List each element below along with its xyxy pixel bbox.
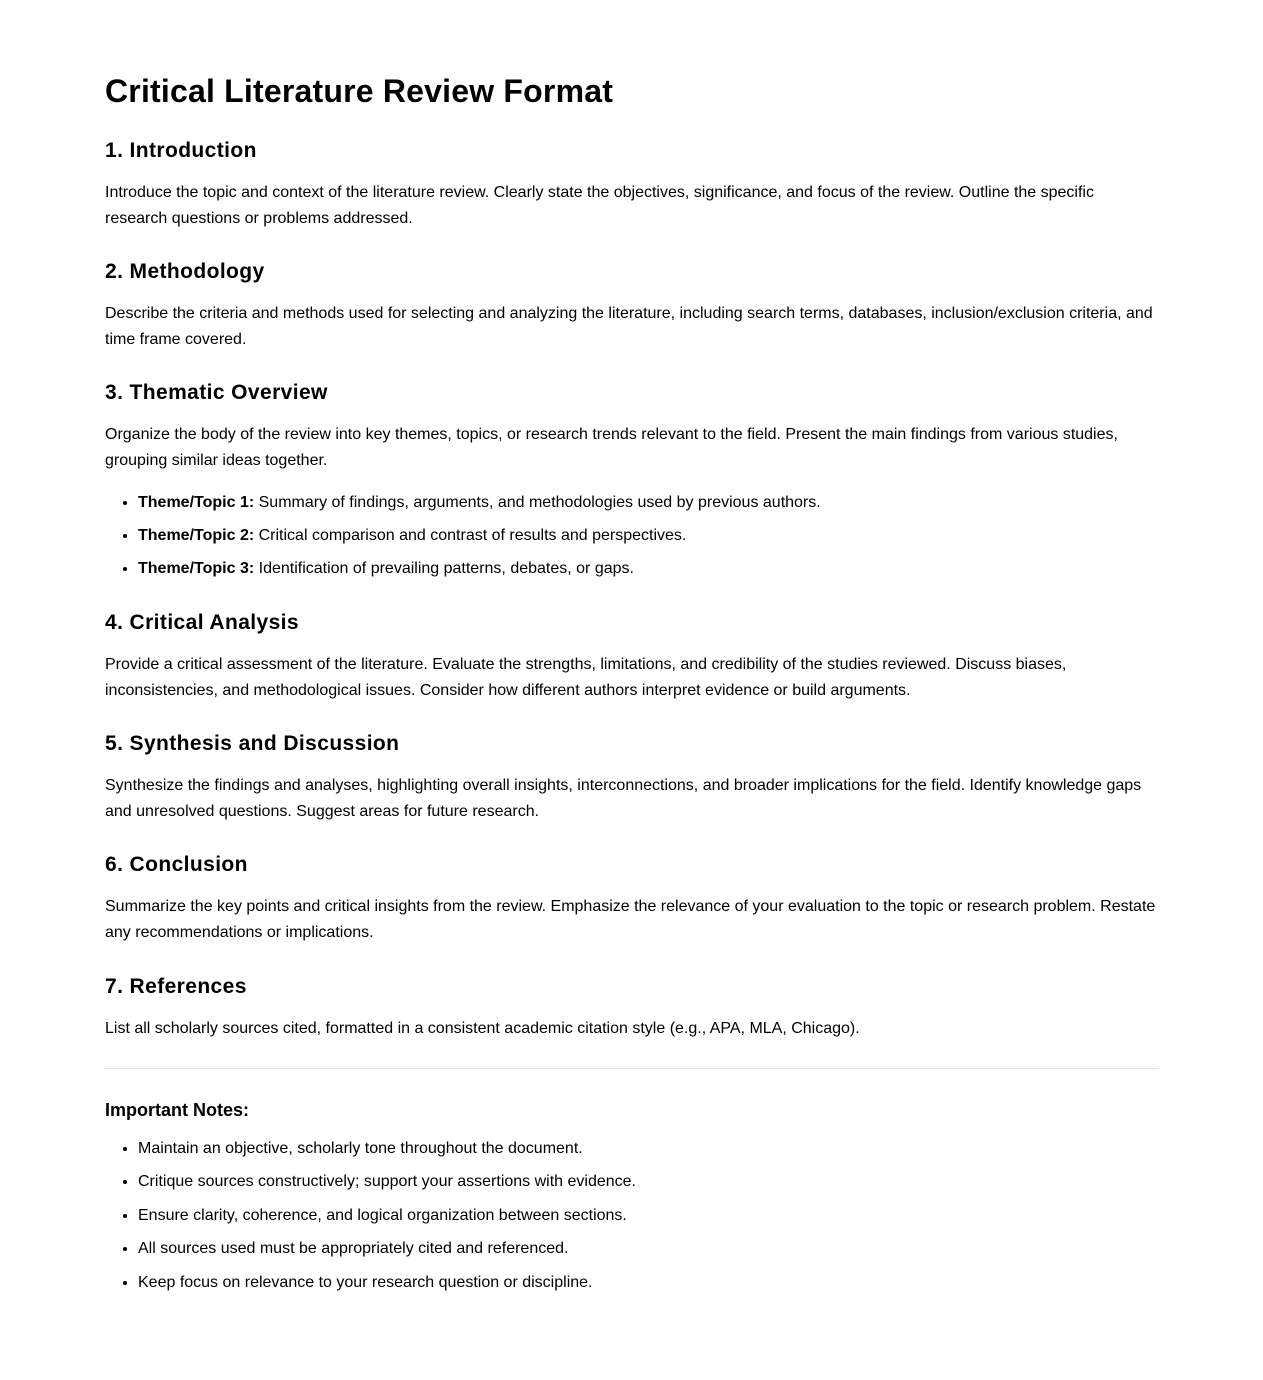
list-item: [138, 490, 1158, 516]
theme-list: [105, 490, 1158, 582]
section-body: List all scholarly sources cited, formatted in a consistent academic citation style (e.g., APA, MLA, Chicago).: [105, 1019, 860, 1037]
theme-text: Critical comparison and contrast of results and perspectives.: [254, 526, 687, 544]
section-references: [105, 973, 1158, 1042]
section-body: Describe the criteria and methods used for selecting and analyzing the literature, including search terms, databases, inclusion/exclusion criteria, and time frame covered.: [105, 305, 1153, 348]
list-item: [138, 556, 1158, 582]
section-heading: 3. Thematic Overview: [105, 381, 328, 405]
section-body: Synthesize the findings and analyses, highlighting overall insights, interconnections, and broader implications for the field. Identify knowledge gaps and unresolved questions. Suggest areas for future research.: [105, 777, 1142, 820]
section-methodology: [105, 258, 1158, 352]
list-item: • Keep focus on relevance to your research question or discipline.: [138, 1270, 1158, 1296]
section-conclusion: [105, 851, 1158, 945]
notes-list: [105, 1136, 1158, 1295]
section-body: Organize the body of the review into key themes, topics, or research trends relevant to the field. Present the main findings from various studies, grouping similar ideas together.: [105, 426, 1118, 469]
section-synthesis-discussion: [105, 730, 1158, 824]
list-item: [138, 523, 1158, 549]
section-body: Provide a critical assessment of the literature. Evaluate the strengths, limitations, and credibility of the studies reviewed. Discuss biases, inconsistencies, and methodological issues. Consider how different authors interpret evidence or build arguments.: [105, 655, 1067, 699]
notes-title: Important Notes:: [105, 1100, 249, 1121]
list-item: • All sources used must be appropriately cited and referenced.: [138, 1236, 1158, 1262]
theme-text: Summary of findings, arguments, and methodologies used by previous authors.: [254, 493, 821, 511]
section-heading: 1. Introduction: [105, 139, 257, 162]
page-title: Critical Literature Review Format: [105, 73, 614, 109]
section-critical-analysis: [105, 609, 1158, 703]
section-heading: 4. Critical Analysis: [105, 610, 299, 634]
section-introduction: [105, 137, 1158, 231]
theme-label: Theme/Topic 1:: [138, 493, 255, 511]
list-item: • Ensure clarity, coherence, and logical organization between sections.: [138, 1203, 1158, 1229]
section-thematic-overview: [105, 379, 1158, 582]
section-body: Introduce the topic and context of the literature review. Clearly state the objectives, significance, and focus of the review. Outline the specific research questions or problems addressed.: [105, 184, 1094, 227]
divider: [105, 1068, 1158, 1069]
theme-label: Theme/Topic 3:: [138, 560, 255, 578]
section-heading: 7. References: [105, 974, 247, 998]
important-notes: [105, 1097, 1158, 1295]
list-item: • Maintain an objective, scholarly tone throughout the document.: [138, 1136, 1158, 1162]
section-heading: 5. Synthesis and Discussion: [105, 732, 400, 756]
section-heading: 6. Conclusion: [105, 853, 248, 877]
document: [105, 0, 1158, 1295]
theme-label: Theme/Topic 2:: [138, 526, 255, 544]
section-body: Summarize the key points and critical insights from the review. Emphasize the relevance of your evaluation to the topic or research problem. Restate any recommendations or implications.: [105, 898, 1156, 941]
section-heading: 2. Methodology: [105, 260, 265, 284]
list-item: • Critique sources constructively; support your assertions with evidence.: [138, 1169, 1158, 1195]
theme-text: Identification of prevailing patterns, debates, or gaps.: [254, 560, 634, 578]
